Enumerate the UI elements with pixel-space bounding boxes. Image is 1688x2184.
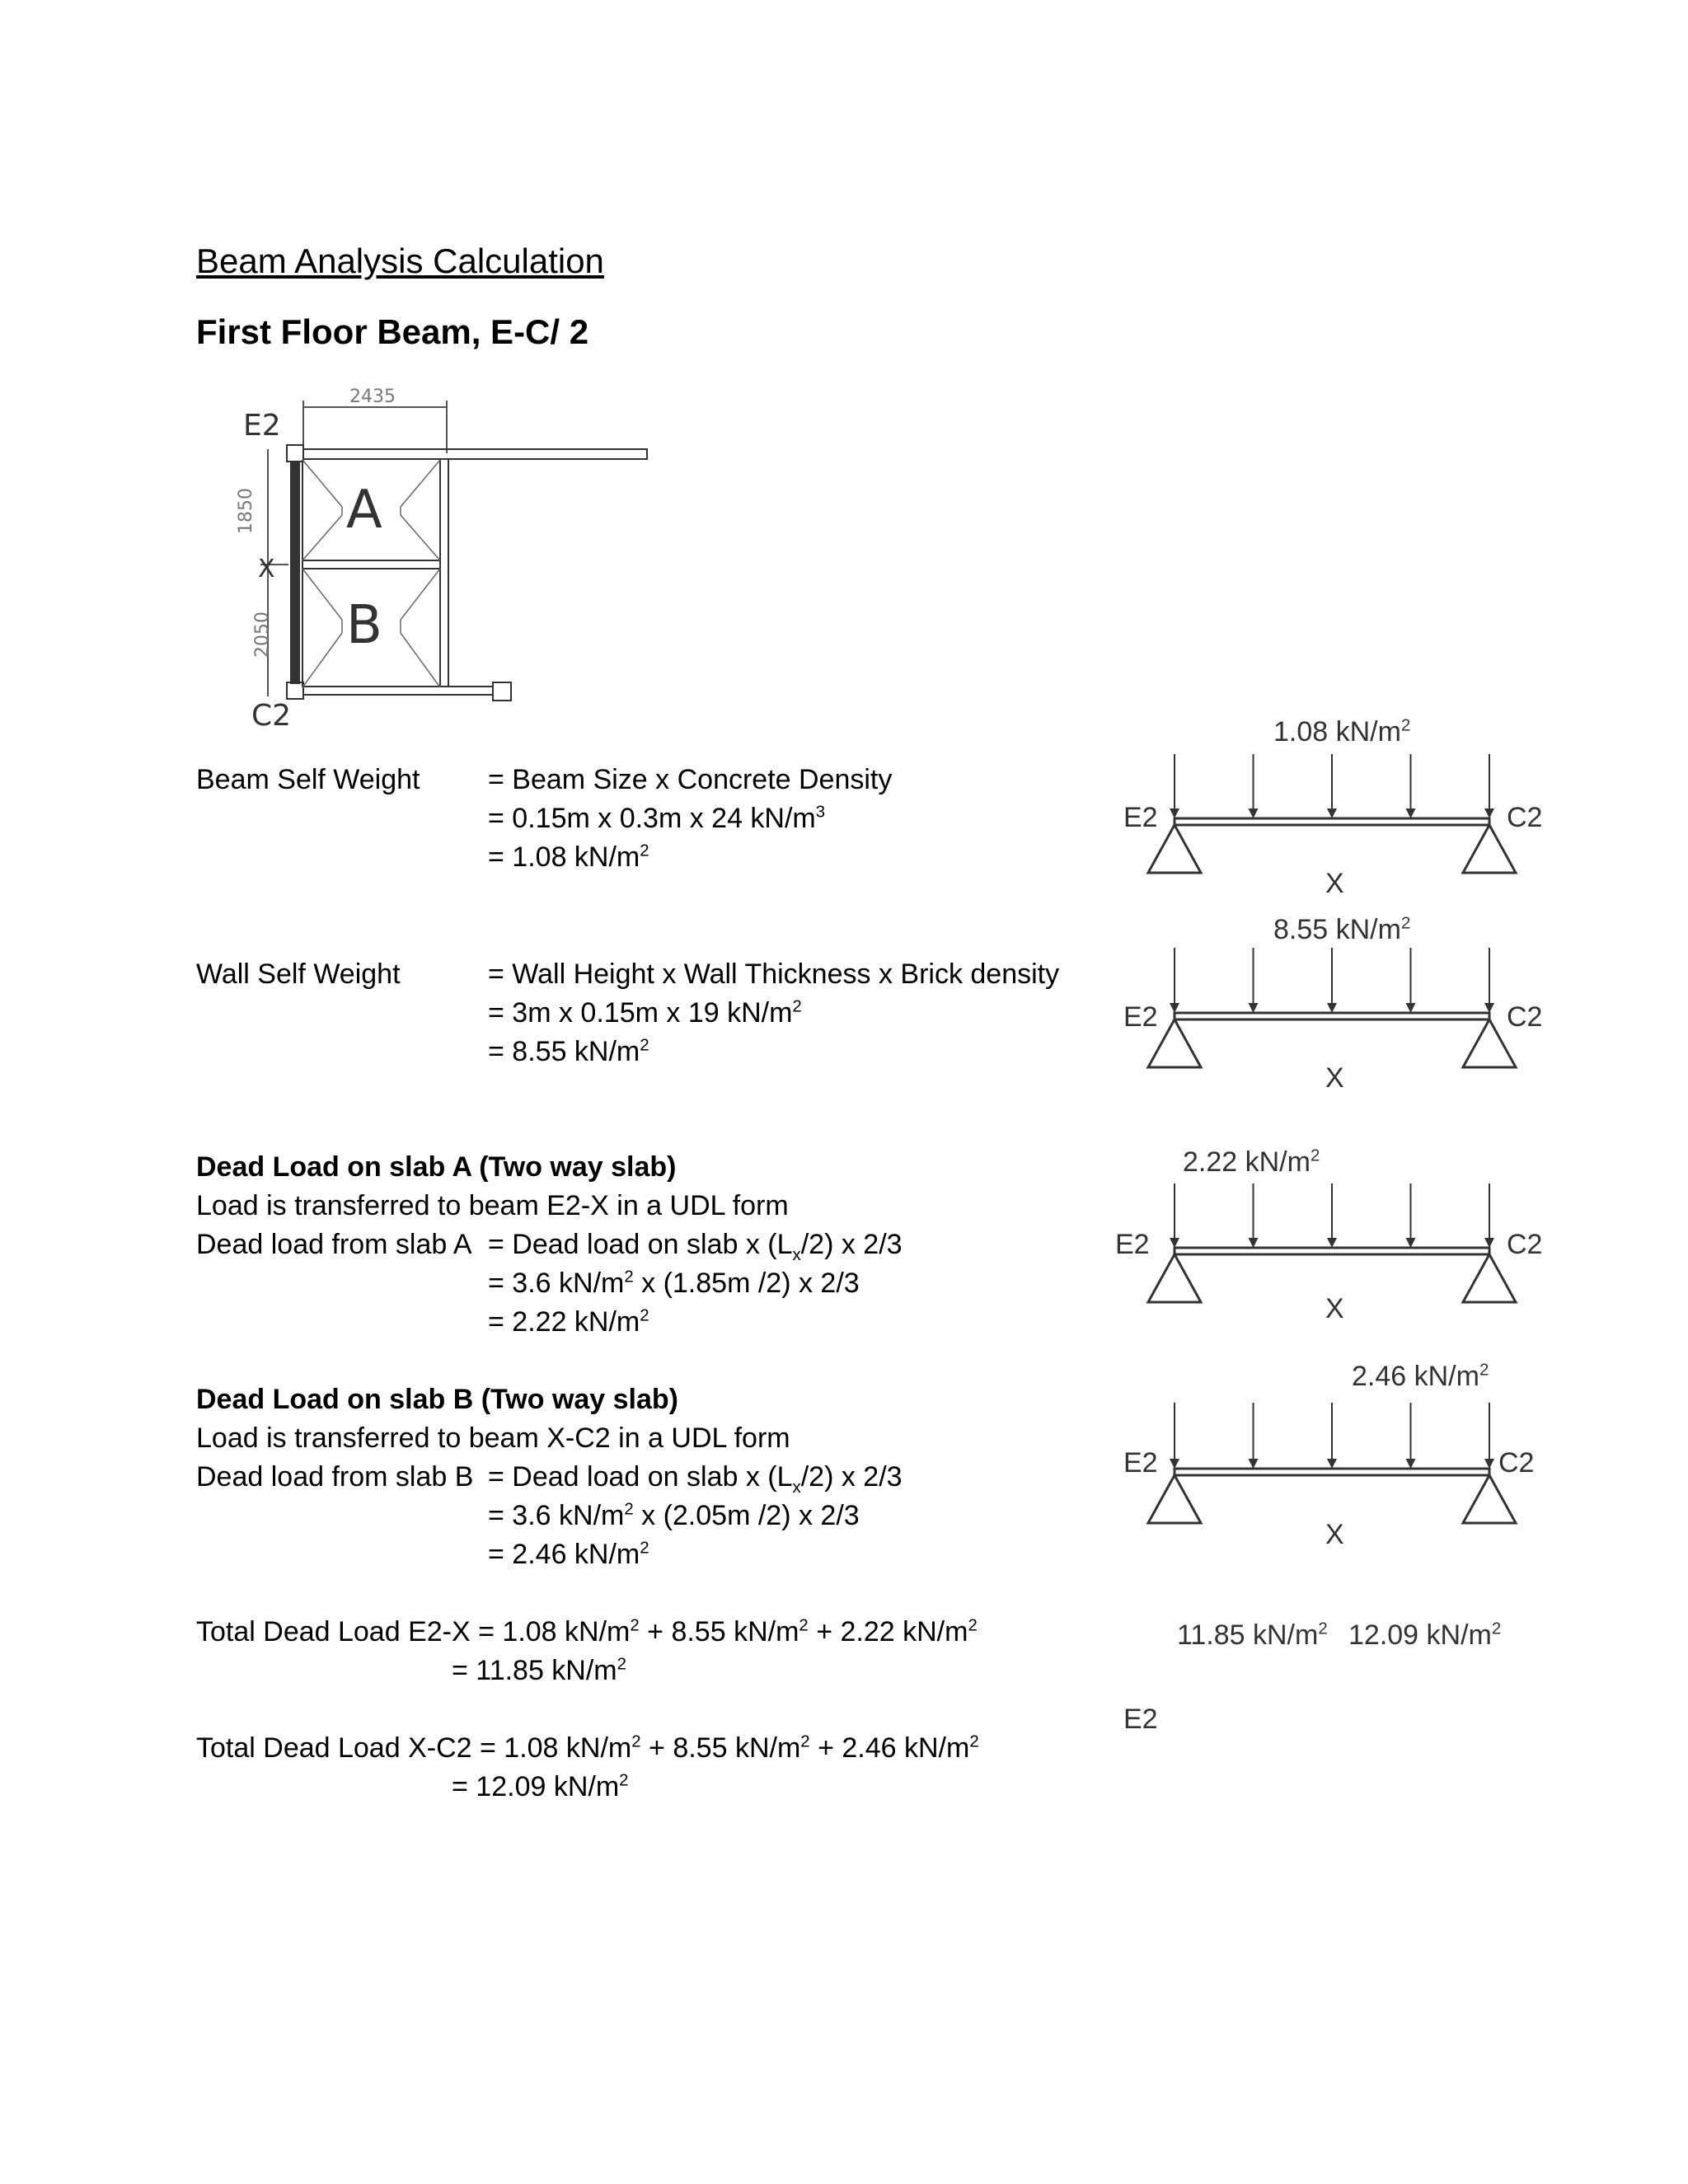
left-support-3 xyxy=(1148,1254,1201,1302)
final-label-e2: E2 xyxy=(1123,1704,1158,1735)
slab-b-line1: = Dead load on slab x $(L_x/2)$ x 2/3 xyxy=(488,1461,903,1497)
diagram-1-mid-label: X xyxy=(1325,868,1344,899)
total-dead-load-x-c2-result: = 12.09 $kN/m^2$ xyxy=(452,1771,629,1802)
diagram-1-right-label: C2 xyxy=(1507,802,1543,833)
diagram-4-mid-label: X xyxy=(1325,1519,1344,1550)
plan-label-b: B xyxy=(346,595,382,656)
section-title: First Floor Beam, E-C/ 2 xyxy=(196,312,589,351)
load-arrow-head-3-1 xyxy=(1170,1238,1179,1248)
load-arrow-head-4-4 xyxy=(1406,1459,1416,1469)
diagram-2-mid-label: X xyxy=(1325,1062,1344,1094)
plan-label-c2: C2 xyxy=(251,699,292,733)
load-arrow-head-1-2 xyxy=(1249,808,1259,818)
diagram-1-load-label: 1.08 $kN/m^2$ xyxy=(1273,716,1411,748)
load-arrow-head-2-2 xyxy=(1249,1003,1259,1013)
load-arrow-head-1-4 xyxy=(1406,808,1416,818)
final-load-e2-x: 11.85 $kN/m^2$ xyxy=(1177,1619,1328,1651)
slab-a-description: Load is transferred to beam E2-X in a UDL form xyxy=(196,1190,789,1221)
load-arrow-head-1-3 xyxy=(1327,808,1337,818)
load-arrow-head-2-5 xyxy=(1484,1003,1494,1013)
diagram-3-right-label: C2 xyxy=(1507,1229,1543,1260)
beam-self-weight-line3: = 1.08 $kN/m^2$ xyxy=(488,841,649,873)
wall-self-weight-line2: = 3m x 0.15m x 19 $kN/m^2$ xyxy=(488,997,802,1029)
beam-2 xyxy=(1175,1013,1489,1019)
load-arrow-head-3-3 xyxy=(1327,1238,1337,1248)
slab-b-line2: = 3.6 $kN/m^2$ x (2.05m /2) x 2/3 xyxy=(488,1500,860,1531)
right-support-3 xyxy=(1463,1254,1516,1302)
final-load-x-c2: 12.09 $kN/m^2$ xyxy=(1348,1619,1502,1651)
slab-a-line1: = Dead load on slab x $(L_x/2)$ x 2/3 xyxy=(488,1229,903,1264)
load-arrow-head-2-1 xyxy=(1170,1003,1179,1013)
load-arrow-head-2-4 xyxy=(1406,1003,1416,1013)
total-dead-load-e2-x-result: = 11.85 $kN/m^2$ xyxy=(452,1655,626,1686)
diagram-2-load-label: 8.55 $kN/m^2$ xyxy=(1273,914,1411,945)
beam-self-weight-label: Beam Self Weight xyxy=(196,764,420,795)
wall-self-weight-label: Wall Self Weight xyxy=(196,958,401,990)
right-support-4 xyxy=(1463,1475,1516,1523)
load-arrow-head-4-5 xyxy=(1484,1459,1494,1469)
slab-a-heading: Dead Load on slab A (Two way slab) xyxy=(196,1151,677,1183)
diagram-1-left-label: E2 xyxy=(1123,802,1158,833)
wall-self-weight-line1: = Wall Height x Wall Thickness x Brick density xyxy=(488,958,1060,990)
diagram-3-left-label: E2 xyxy=(1115,1229,1150,1260)
beam-self-weight-line1: = Beam Size x Concrete Density xyxy=(488,764,893,795)
slab-a-line3: = 2.22 $kN/m^2$ xyxy=(488,1306,649,1338)
load-arrow-head-1-5 xyxy=(1484,808,1494,818)
wall-self-weight-line3: = 8.55 $kN/m^2$ xyxy=(488,1036,649,1067)
beam-4 xyxy=(1175,1469,1489,1475)
slab-b-label: Dead load from slab B xyxy=(196,1461,474,1493)
plan-dim-upper: 1850 xyxy=(236,488,256,534)
slab-a-line2: = 3.6 $kN/m^2$ x (1.85m /2) x 2/3 xyxy=(488,1268,860,1299)
load-arrow-head-3-2 xyxy=(1249,1238,1259,1248)
load-arrow-head-4-1 xyxy=(1170,1459,1179,1469)
load-arrow-head-4-2 xyxy=(1249,1459,1259,1469)
plan-label-e2: E2 xyxy=(243,409,281,443)
beam-self-weight-line2: = 0.15m x 0.3m x 24 $kN/m^3$ xyxy=(488,803,826,834)
diagram-3-load-label: 2.22 $kN/m^2$ xyxy=(1183,1146,1320,1178)
diagram-2-right-label: C2 xyxy=(1507,1001,1543,1033)
plan-dim-lower: 2050 xyxy=(252,612,273,658)
load-arrow-head-2-3 xyxy=(1327,1003,1337,1013)
beam-3 xyxy=(1175,1248,1489,1254)
diagram-4-right-label: C2 xyxy=(1498,1447,1535,1479)
diagram-2-left-label: E2 xyxy=(1123,1001,1158,1033)
load-arrow-head-3-4 xyxy=(1406,1238,1416,1248)
total-dead-load-e2-x: Total Dead Load E2-X = 1.08 $kN/m^2 + 8.55$ $kN/m^2 + 2.22$ $kN/m^2$ xyxy=(196,1616,978,1647)
plan-label-x: X xyxy=(258,555,275,583)
slab-b-line3: = 2.46 $kN/m^2$ xyxy=(488,1539,649,1570)
left-support-4 xyxy=(1148,1475,1201,1523)
slab-b-description: Load is transferred to beam X-C2 in a UDL form xyxy=(196,1422,790,1454)
total-dead-load-x-c2: Total Dead Load X-C2 = 1.08 $kN/m^2 + 8.55$ $kN/m^2 + 2.46$ $kN/m^2$ xyxy=(196,1732,979,1764)
load-arrow-head-1-1 xyxy=(1170,808,1179,818)
slab-a-label: Dead load from slab A xyxy=(196,1229,472,1260)
plan-label-a: A xyxy=(346,480,382,541)
diagram-4-left-label: E2 xyxy=(1123,1447,1158,1479)
load-arrow-head-4-3 xyxy=(1327,1459,1337,1469)
page-title: Beam Analysis Calculation xyxy=(196,241,604,280)
load-arrow-head-3-5 xyxy=(1484,1238,1494,1248)
beam-1 xyxy=(1175,818,1489,825)
diagram-3-mid-label: X xyxy=(1325,1293,1344,1324)
plan-dim-top: 2435 xyxy=(349,387,396,407)
slab-b-heading: Dead Load on slab B (Two way slab) xyxy=(196,1384,679,1415)
diagram-4-load-label: 2.46 $kN/m^2$ xyxy=(1352,1361,1489,1392)
